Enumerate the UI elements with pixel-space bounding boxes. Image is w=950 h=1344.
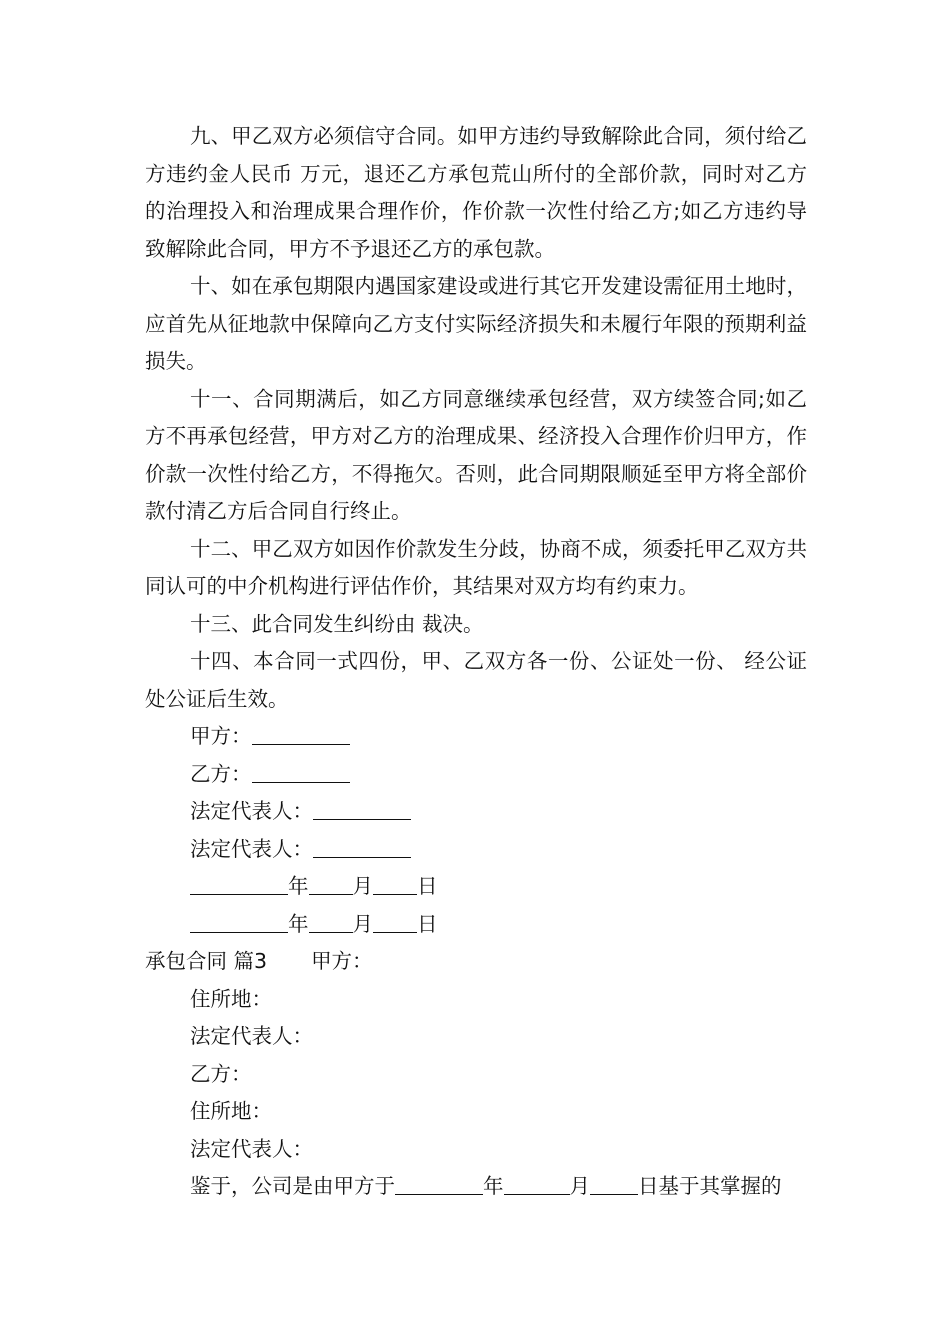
whereas-prefix: 鉴于，公司是由甲方于 [190,1174,395,1198]
party-a-blank [252,722,350,745]
section-3-legal-rep-b: 法定代表人： [190,1136,313,1161]
day-blank-2 [373,910,417,933]
whereas-year-blank [395,1172,483,1195]
legal-rep-1-blank [313,797,411,820]
signature-date-2 [145,906,807,944]
signature-legal-rep-1 [145,793,807,831]
signature-date-1 [145,868,807,906]
legal-rep-2-label: 法定代表人： [190,836,313,861]
party-b-label: 乙方： [190,761,252,786]
section-3-party-b: 乙方： [190,1061,252,1086]
whereas-year: 年 [483,1174,504,1198]
whereas-month: 月 [569,1174,590,1198]
month-label-2: 月 [352,911,373,936]
day-label-2: 日 [417,911,438,936]
section-3-whereas [145,1168,807,1206]
clause-13: 十三、此合同发生纠纷由 裁决。 [190,611,484,636]
day-blank-1 [373,872,417,895]
year-blank-2 [190,910,288,933]
year-label-2: 年 [288,911,309,936]
signature-party-a [145,718,807,756]
clause-9: 九、甲乙双方必须信守合同。如甲方违约导致解除此合同，须付给乙方违约金人民币 万元，退还乙方承包荒山所付的全部价款，同时对乙方的治理投入和治理成果合理作价，作价款一次性付给乙方;如乙方违约导致解除此合同，甲方不予退还乙方的承包款。 [145,124,807,261]
month-blank-2 [309,910,353,933]
signature-party-b [145,756,807,794]
section-3-heading: 承包合同 篇3 [145,949,268,973]
section-3-address-b: 住所地： [190,1099,272,1123]
legal-rep-1-label: 法定代表人： [190,799,313,823]
year-label-1: 年 [288,874,309,898]
document-page [145,118,807,1206]
legal-rep-2-blank [313,835,411,858]
whereas-suffix: 日基于其掌握的 [638,1174,782,1198]
section-3-address-a: 住所地： [190,986,272,1011]
clause-11: 十一、合同期满后，如乙方同意继续承包经营，双方续签合同;如乙方不再承包经营，甲方对乙方的治理成果、经济投入合理作价归甲方，作价款一次性付给乙方，不得拖欠。否则，此合同期限顺延至甲方将全部价款付清乙方后合同自行终止。 [145,386,807,523]
month-label-1: 月 [352,874,373,898]
clause-12: 十二、甲乙双方如因作价款发生分歧，协商不成，须委托甲乙双方共同认可的中介机构进行评估作价，其结果对双方均有约束力。 [145,536,807,598]
section-3-heading-line [145,943,807,981]
party-b-blank [252,760,350,783]
whereas-day-blank [590,1172,638,1195]
section-3-party-a: 甲方： [311,949,373,973]
day-label-1: 日 [417,874,438,898]
signature-legal-rep-2 [145,831,807,869]
month-blank-1 [309,872,353,895]
section-3-legal-rep-a: 法定代表人： [190,1024,313,1048]
year-blank-1 [190,872,288,895]
clause-14: 十四、本合同一式四份，甲、乙双方各一份、公证处一份、 经公证处公证后生效。 [145,649,807,711]
whereas-month-blank [504,1172,570,1195]
party-a-label: 甲方： [190,724,252,748]
clause-10: 十、如在承包期限内遇国家建设或进行其它开发建设需征用土地时，应首先从征地款中保障向乙方支付实际经济损失和未履行年限的预期利益损失。 [145,274,807,373]
